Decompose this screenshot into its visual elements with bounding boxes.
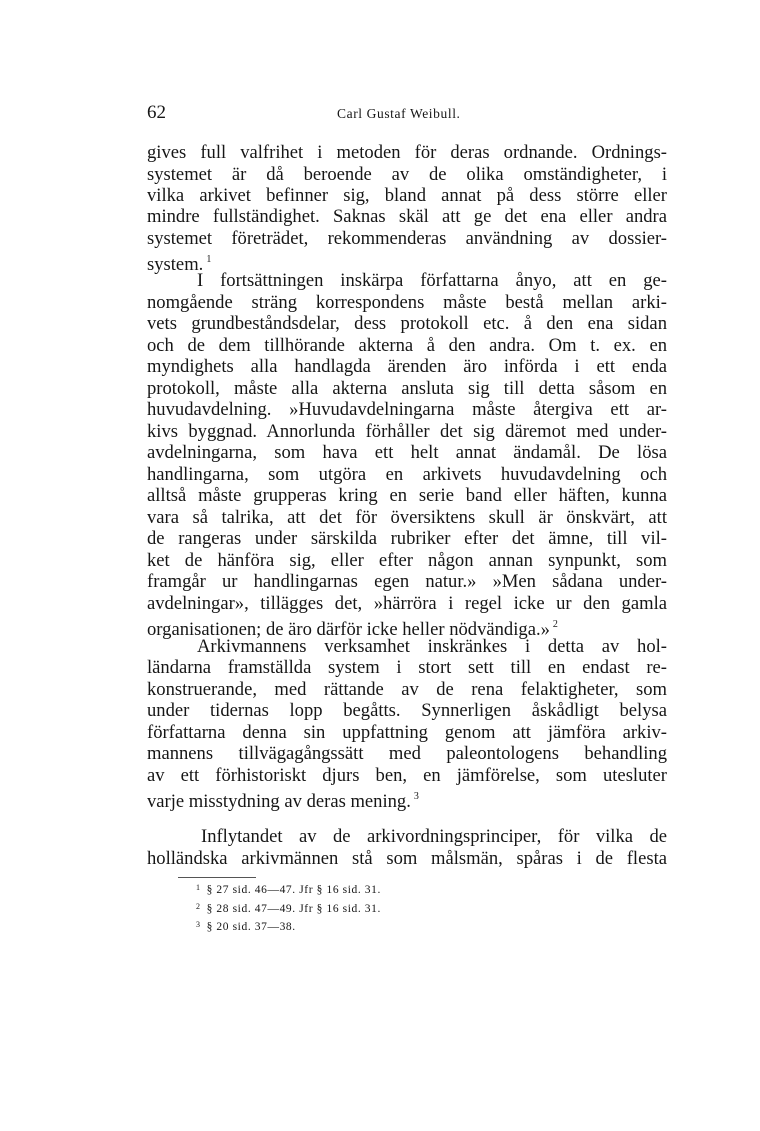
footnote-mark: 2 <box>196 902 201 911</box>
text-line: protokoll, måste alla akterna ansluta sig till detta såsom en <box>147 378 667 399</box>
text-line: nomgående sträng korrespondens måste bestå mellan arki- <box>147 292 667 313</box>
text-line: mannens tillvägagångssätt med paleontologens behandling <box>147 743 667 764</box>
running-head: Carl Gustaf Weibull. <box>337 106 461 121</box>
text-line: Inflytandet av de arkivordningsprinciper, för vilka de <box>201 826 667 847</box>
text-line: avdelningar», tillägges det, »härröra i regel icke ur den gamla <box>147 593 667 614</box>
text-line: vara så talrika, att det för översiktens skull är önskvärt, att <box>147 507 667 528</box>
footnote-rule <box>178 877 256 878</box>
text-line: och de dem tillhörande akterna å den andra. Om t. ex. en <box>147 335 667 356</box>
footnote-mark: 1 <box>196 883 201 892</box>
text-line <box>147 249 667 275</box>
text-line: gives full valfrihet i metoden för deras ordnande. Ordnings- <box>147 142 667 163</box>
text-line: författarna denna sin uppfattning genom att jämföra arkiv- <box>147 722 667 743</box>
page-number: 62 <box>147 102 166 123</box>
footnote-text: § 20 sid. 37—38. <box>206 921 296 933</box>
text-line: holländska arkivmännen stå som målsmän, spåras i de flesta <box>147 848 667 869</box>
text-line-content: organisationen; de äro därför icke heller nödvändiga.» <box>147 619 550 640</box>
text-line-content: varje misstydning av deras mening. <box>147 791 411 812</box>
text-line-content: system. <box>147 254 204 275</box>
text-line <box>147 786 667 812</box>
text-line: Arkivmannens verksamhet inskränkes i detta av hol- <box>197 636 667 657</box>
text-line: ländarna framställda system i stort sett till en endast re- <box>147 657 667 678</box>
footnote-text: § 27 sid. 46—47. Jfr § 16 sid. 31. <box>206 884 381 896</box>
footnote <box>196 917 296 935</box>
text-line: vets grundbeståndsdelar, dess protokoll etc. å den ena sidan <box>147 313 667 334</box>
text-line: huvudavdelning. »Huvudavdelningarna måste återgiva ett ar- <box>147 399 667 420</box>
text-line: I fortsättningen inskärpa författarna ånyo, att en ge- <box>197 270 667 291</box>
text-line: alltså måste grupperas kring en serie band eller häften, kunna <box>147 485 667 506</box>
text-line: ket de hänföra sig, eller efter någon annan synpunkt, som <box>147 550 667 571</box>
text-line: vilka arkivet befinner sig, bland annat på dess större eller <box>147 185 667 206</box>
text-line: handlingarna, som utgöra en arkivets huvudavdelning och <box>147 464 667 485</box>
footnote-ref: 3 <box>413 791 419 802</box>
text-line <box>147 614 667 640</box>
footnote <box>196 880 381 898</box>
text-line: avdelningarna, som hava ett helt annat ändamål. De lösa <box>147 442 667 463</box>
text-line: av ett förhistoriskt djurs ben, en jämförelse, som utesluter <box>147 765 667 786</box>
footnote-ref: 2 <box>552 619 558 630</box>
text-line: konstruerande, med rättande av de rena felaktigheter, som <box>147 679 667 700</box>
page-header <box>147 101 667 125</box>
text-line: framgår ur handlingarnas egen natur.» »Men sådana under- <box>147 571 667 592</box>
footnote-ref: 1 <box>206 254 212 265</box>
footnote <box>196 899 381 917</box>
text-line: myndighets alla handlagda ärenden äro införda i ett enda <box>147 356 667 377</box>
footnote-text: § 28 sid. 47—49. Jfr § 16 sid. 31. <box>206 903 381 915</box>
text-line: kivs byggnad. Annorlunda förhåller det sig däremot med under- <box>147 421 667 442</box>
footnote-mark: 3 <box>196 920 201 929</box>
text-line: de rangeras under särskilda rubriker efter det ämne, till vil- <box>147 528 667 549</box>
text-line: systemet företrädet, rekommenderas användning av dossier- <box>147 228 667 249</box>
text-line: under tidernas lopp begåtts. Synnerligen åskådligt belysa <box>147 700 667 721</box>
text-line: mindre fullständighet. Saknas skäl att ge det ena eller andra <box>147 206 667 227</box>
text-line: systemet är då beroende av de olika omständigheter, i <box>147 164 667 185</box>
